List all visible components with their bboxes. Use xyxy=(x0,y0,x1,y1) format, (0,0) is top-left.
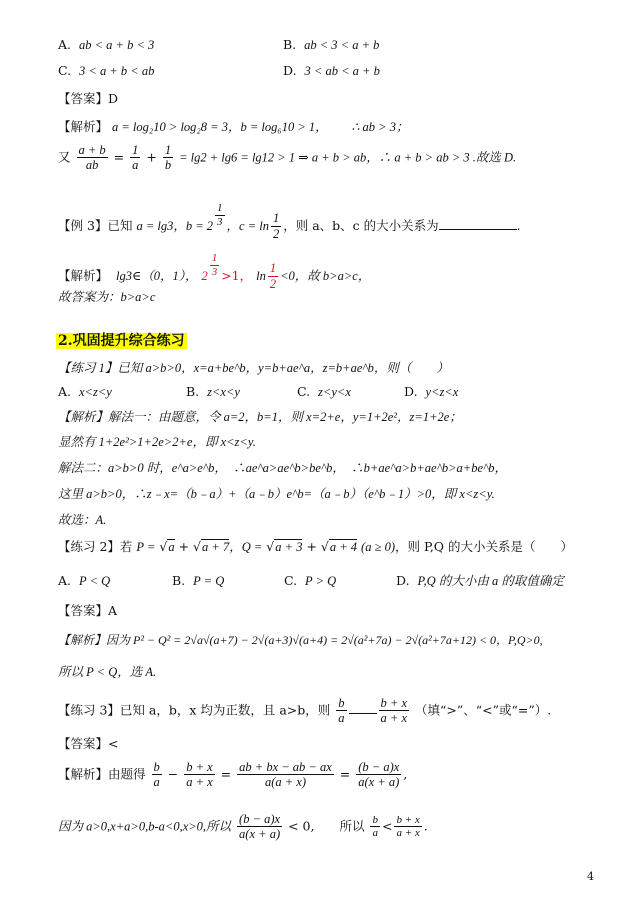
math-text: ，Q = xyxy=(229,540,263,554)
text: ，则 P,Q 的大小关系是（ ） xyxy=(394,539,574,554)
symbol: + xyxy=(178,539,190,554)
choice-expr: P > Q xyxy=(305,574,337,588)
symbol: . xyxy=(423,818,428,834)
numerator: b + x xyxy=(186,760,213,774)
numerator: b xyxy=(338,696,345,710)
text: （填“>”、“<”或“=”）. xyxy=(414,702,552,718)
denominator: a + x xyxy=(380,711,407,726)
analysis-2 xyxy=(58,252,370,291)
denominator: a(x + a) xyxy=(358,775,400,790)
text: ，则 a、b、c 的大小关系为 xyxy=(283,217,439,233)
practice-1-question: 【练习 1】已知 a>b>0，x=a+be^b，y=b+ae^a，z=b+ae^b，则（ ） xyxy=(58,361,449,375)
math-text: <0，故 b>a>c， xyxy=(280,268,371,283)
fraction xyxy=(237,812,282,842)
analysis-tag: 【解析】 xyxy=(58,267,109,283)
choice-expr: z<x<y xyxy=(207,385,240,399)
practice-1-solution-1: 【解析】解法一：由题意，令 a=2，b=1，则 x=2+e，y=1+2e²，z=1+2e； xyxy=(58,410,462,424)
choice-label: B. xyxy=(283,37,297,52)
numerator: b xyxy=(372,813,378,826)
choice-c xyxy=(58,64,154,78)
choice-d xyxy=(283,64,380,78)
answer-1: 【答案】D xyxy=(58,91,119,106)
denominator: 2 xyxy=(273,226,280,241)
symbol: − xyxy=(167,766,179,782)
choice-expr: y<z<x xyxy=(425,385,459,399)
analysis-1-line xyxy=(58,120,409,134)
choice-label: A. xyxy=(58,37,72,52)
denominator: a xyxy=(372,827,378,840)
math-text: ，c = ln xyxy=(226,218,269,233)
practice-3-answer: 【答案】< xyxy=(58,736,119,751)
choice-label: C. xyxy=(58,63,72,78)
choice-label: A. xyxy=(58,573,72,588)
choice-label: C. xyxy=(297,384,311,399)
practice-1-option-a xyxy=(58,385,112,399)
answer-blank[interactable] xyxy=(439,217,517,230)
math-text: ∴ ab > 3； xyxy=(351,120,409,134)
denominator: 3 xyxy=(217,215,223,228)
example-tag: 【例 3】 xyxy=(58,217,108,233)
math-text: a = lg3，b = 2 xyxy=(136,218,214,233)
text: 【练习 2】若 xyxy=(58,539,133,554)
choice-label: C. xyxy=(284,573,298,588)
numerator: ab + bx − ab − ax xyxy=(239,760,332,774)
fraction xyxy=(163,143,173,173)
numerator: b + x xyxy=(396,813,420,826)
text: < 0, 所以 xyxy=(288,818,365,834)
text: 【解析】由题得 xyxy=(58,766,146,782)
practice-2-conclusion: 所以 P < Q，选 A. xyxy=(58,665,157,679)
choice-expr: P,Q 的大小由 a 的取值确定 xyxy=(417,574,564,588)
section-title xyxy=(56,333,187,349)
numerator: (b − a)x xyxy=(239,812,281,826)
practice-2-option-b xyxy=(172,574,224,588)
fraction xyxy=(77,143,108,173)
math-text: = lg2 + lg6 = lg12 > 1 ⇒ a + b > ab，∴ a + b > ab > 3 .故选 D. xyxy=(179,150,517,165)
numerator: 1 xyxy=(217,202,223,214)
fraction xyxy=(152,760,162,790)
numerator: 1 xyxy=(211,252,218,264)
fraction xyxy=(268,261,278,291)
math-text: P = xyxy=(136,540,156,554)
denominator: a(x + a) xyxy=(239,827,281,842)
practice-1-solution-3: 解法二：a>b>0 时，e^a>e^b， ∴ae^a>ae^b>be^b， ∴b+ae^a>b+ae^b>a+be^b， xyxy=(58,461,508,475)
math-text: 2 xyxy=(201,268,208,283)
numerator: 1 xyxy=(132,143,139,157)
choice-expr: 3 < ab < a + b xyxy=(304,64,380,78)
practice-3-analysis xyxy=(58,760,407,790)
radicand: a + 3 xyxy=(275,540,303,554)
denominator: 3 xyxy=(211,265,218,278)
choice-label: B. xyxy=(186,384,200,399)
fraction xyxy=(336,696,346,726)
numerator: (b − a)x xyxy=(358,760,400,774)
symbol: = xyxy=(220,766,232,782)
choice-expr: 3 < a + b < ab xyxy=(79,64,155,78)
symbol: + xyxy=(146,149,157,165)
text: 【练习 3】已知 a，b，x 均为正数，且 a>b，则 xyxy=(58,702,331,718)
denominator: a xyxy=(132,158,139,173)
fraction xyxy=(356,760,401,790)
text: 已知 xyxy=(107,217,133,233)
choice-a xyxy=(58,38,154,52)
choice-b xyxy=(283,38,379,52)
fraction xyxy=(394,814,421,840)
section-title-text: 2.巩固提升综合练习 xyxy=(58,333,185,349)
numerator: b + x xyxy=(380,696,407,710)
symbol: + xyxy=(306,539,317,554)
text: . xyxy=(516,217,521,233)
practice-2-option-c xyxy=(284,574,336,588)
fraction xyxy=(184,760,214,790)
practice-2-question: 【练习 2】若 P = √a + √a + 7，Q = √a + 3 + √a + 4 (a ≥ 0)，则 P,Q 的大小关系是（ ） xyxy=(58,539,574,554)
denominator: a(a + x) xyxy=(264,775,306,790)
fraction xyxy=(271,211,281,241)
symbol: = xyxy=(113,149,125,165)
choice-expr: ab < a + b < 3 xyxy=(78,38,155,52)
fraction xyxy=(130,143,140,173)
denominator: a xyxy=(153,775,160,790)
choice-label: D. xyxy=(283,63,297,78)
practice-1-option-d xyxy=(404,385,458,399)
numerator: a + b xyxy=(78,143,106,157)
math-text: (a ≥ 0) xyxy=(361,540,395,554)
denominator: a + x xyxy=(186,775,213,790)
choice-expr: P < Q xyxy=(78,574,111,588)
practice-1-option-c xyxy=(297,385,351,399)
numerator: b xyxy=(153,760,160,774)
math-text: >1， xyxy=(221,267,253,283)
text: 因为 a>0,x+a>0,b-a<0,x>0,所以 xyxy=(58,819,232,834)
example-3 xyxy=(58,202,521,241)
choice-label: B. xyxy=(172,573,186,588)
denominator: b xyxy=(164,158,172,173)
choice-expr: P = Q xyxy=(193,574,225,588)
exponent-fraction xyxy=(215,202,225,228)
fraction xyxy=(237,760,334,790)
practice-1-solution-4: 这里 a>b>0，∴z﹣x=（b﹣a）+（a﹣b）e^b=（a﹣b）（e^b﹣1）>0，即 x<z<y. xyxy=(58,487,495,501)
text: 又 xyxy=(58,149,71,165)
answer-blank[interactable] xyxy=(349,703,377,714)
math-text: ln xyxy=(256,268,266,283)
practice-1-option-b xyxy=(186,385,240,399)
page-number: 4 xyxy=(587,870,594,883)
choice-label: D. xyxy=(396,573,410,588)
practice-1-solution-2: 显然有 1+2e²>1+2e>2+e，即 x<z<y. xyxy=(58,435,256,449)
choice-expr: z<y<x xyxy=(318,385,351,399)
symbol: < xyxy=(381,818,393,834)
practice-1-solution-5: 故选：A. xyxy=(58,513,107,527)
practice-2-option-a xyxy=(58,574,110,588)
denominator: a xyxy=(338,711,345,726)
choice-label: D. xyxy=(404,384,418,399)
practice-3-conclusion xyxy=(58,812,428,842)
analysis-tag: 【解析】 xyxy=(58,119,109,134)
numerator: 1 xyxy=(273,211,280,226)
numerator: 1 xyxy=(269,261,277,276)
denominator: 2 xyxy=(269,276,277,291)
exponent-fraction xyxy=(210,252,220,278)
radicand: a + 4 xyxy=(329,540,358,554)
fraction xyxy=(370,814,380,840)
practice-2-answer: 【答案】A xyxy=(58,603,118,618)
numerator: 1 xyxy=(164,143,172,157)
denominator: a + x xyxy=(396,827,420,840)
math-text: lg3∈（0，1）， xyxy=(115,268,198,283)
final-answer-2: 故答案为：b>a>c xyxy=(58,290,156,304)
symbol: , xyxy=(403,766,408,782)
analysis-1-fraction-line xyxy=(58,143,516,173)
math-text: a = log₂10 > log₂8 = 3，b = log₆10 > 1， xyxy=(112,120,328,134)
choice-label: A. xyxy=(58,384,72,399)
practice-2-option-d xyxy=(396,574,564,588)
radicand: a + 7 xyxy=(202,540,230,554)
practice-2-analysis: 【解析】因为 P² − Q² = 2√a√(a+7) − 2√(a+3)√(a+4) = 2√(a²+7a) − 2√(a²+7a+12) < 0，P,Q>0, xyxy=(58,633,543,647)
denominator: ab xyxy=(85,158,99,173)
fraction xyxy=(379,696,409,726)
symbol: = xyxy=(339,766,351,782)
radicand: a xyxy=(168,540,175,554)
choice-expr: ab < 3 < a + b xyxy=(304,38,380,52)
choice-expr: x<z<y xyxy=(78,385,112,399)
practice-3-question xyxy=(58,696,551,726)
